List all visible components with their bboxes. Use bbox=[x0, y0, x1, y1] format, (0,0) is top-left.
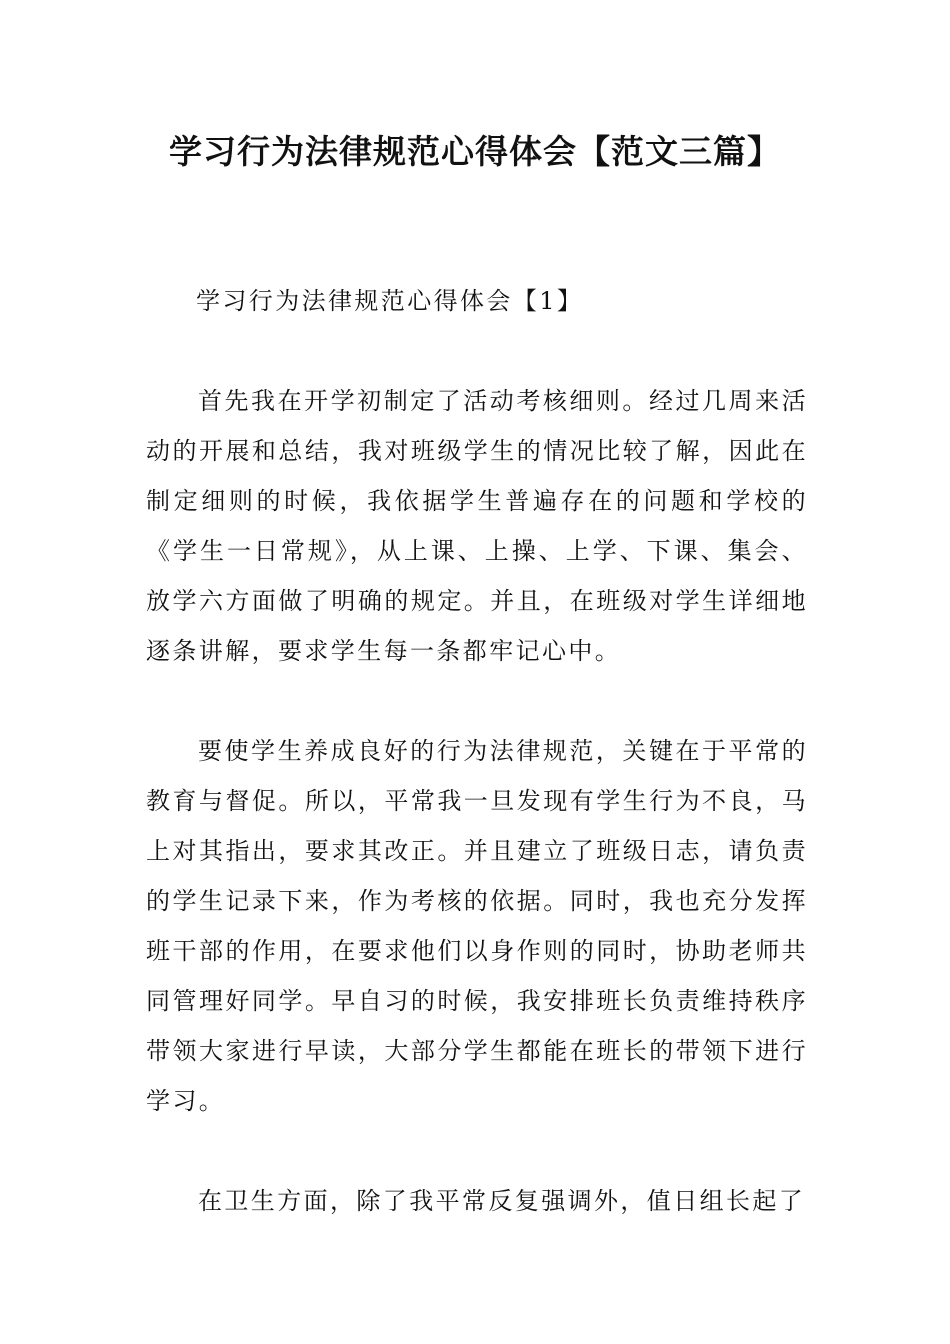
paragraph-2: 要使学生养成良好的行为法律规范，关键在于平常的教育与督促。所以，平常我一旦发现有学生行为不良，马上对其指出，要求其改正。并且建立了班级日志，请负责的学生记录下来，作为考核的依据。同时，我也充分发挥班干部的作用，在要求他们以身作则的同时，协助老师共同管理好同学。早自习的时候，我安排班长负责维持秩序带领大家进行早读，大部分学生都能在班长的带领下进行学习。 bbox=[146, 737, 808, 1115]
paragraph-3: 在卫生方面，除了我平常反复强调外，值日组长起了 bbox=[198, 1187, 806, 1215]
document-body bbox=[146, 276, 808, 1276]
document-title: 学习行为法律规范心得体会【范文三篇】 bbox=[169, 132, 781, 171]
section-heading: 学习行为法律规范心得体会【1】 bbox=[196, 287, 584, 315]
paragraph-1: 首先我在开学初制定了活动考核细则。经过几周来活动的开展和总结，我对班级学生的情况比较了解，因此在制定细则的时候，我依据学生普遍存在的问题和学校的《学生一日常规》，从上课、上操、上学、下课、集会、放学六方面做了明确的规定。并且，在班级对学生详细地逐条讲解，要求学生每一条都牢记心中。 bbox=[146, 387, 808, 665]
